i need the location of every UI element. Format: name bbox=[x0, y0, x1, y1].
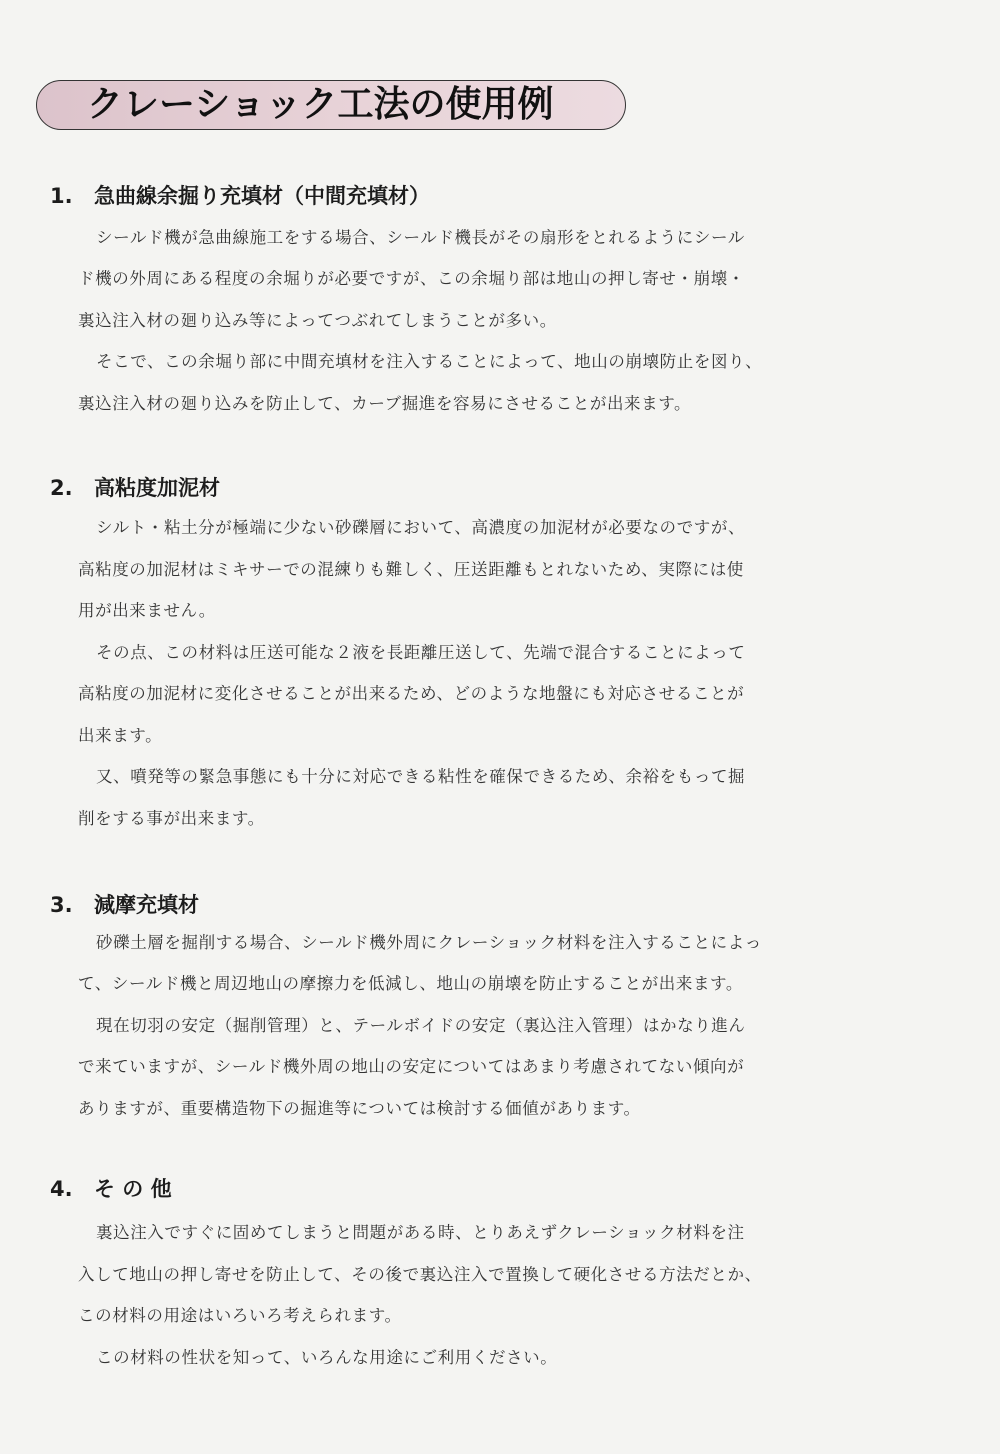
section-3-line-1: 砂礫土層を掘削する場合、シールド機外周にクレーショック材料を注入することによっ bbox=[96, 933, 762, 952]
section-1-line-3: 裏込注入材の廻り込み等によってつぶれてしまうことが多い。 bbox=[78, 311, 557, 330]
section-2-line-6: 出来ます。 bbox=[78, 726, 163, 745]
section-2-line-4: その点、この材料は圧送可能な２液を長距離圧送して、先端で混合することによって bbox=[96, 643, 746, 662]
section-3-line-4: で来ていますが、シールド機外周の地山の安定についてはあまり考慮されてない傾向が bbox=[78, 1057, 745, 1076]
section-2-line-3: 用が出来ません。 bbox=[78, 601, 216, 620]
section-heading-1 bbox=[50, 182, 430, 210]
section-4-line-4: この材料の性状を知って、いろんな用途にご利用ください。 bbox=[96, 1348, 558, 1367]
section-3-line-3: 現在切羽の安定（掘削管理）と、テールボイドの安定（裏込注入管理）はかなり進ん bbox=[96, 1016, 746, 1035]
section-heading-4 bbox=[50, 1175, 172, 1203]
section-2-line-5: 高粘度の加泥材に変化させることが出来るため、どのような地盤にも対応させることが bbox=[78, 684, 745, 703]
section-2-line-2: 高粘度の加泥材はミキサーでの混練りも難しく、圧送距離もとれないため、実際には使 bbox=[78, 560, 744, 579]
section-number-3: 3. bbox=[50, 893, 73, 917]
section-3-line-2: て、シールド機と周辺地山の摩擦力を低減し、地山の崩壊を防止することが出来ます。 bbox=[78, 974, 743, 993]
section-1-line-5: 裏込注入材の廻り込みを防止して、カーブ掘進を容易にさせることが出来ます。 bbox=[78, 394, 692, 413]
section-1-line-4: そこで、この余堀り部に中間充填材を注入することによって、地山の崩壊防止を図り、 bbox=[96, 352, 763, 371]
section-3-line-5: ありますが、重要構造物下の掘進等については検討する価値があります。 bbox=[78, 1099, 641, 1118]
section-2-line-1: シルト・粘土分が極端に少ない砂礫層において、高濃度の加泥材が必要なのですが、 bbox=[96, 518, 746, 537]
section-4-line-1: 裏込注入ですぐに固めてしまうと問題がある時、とりあえずクレーショック材料を注 bbox=[96, 1223, 745, 1242]
title-banner bbox=[36, 80, 626, 130]
section-title-1: 急曲線余掘り充填材（中間充填材） bbox=[94, 184, 430, 208]
section-1-line-2: ド機の外周にある程度の余堀りが必要ですが、この余堀り部は地山の押し寄せ・崩壊・ bbox=[78, 269, 745, 288]
section-4-line-2: 入して地山の押し寄せを防止して、その後で裏込注入で置換して硬化させる方法だとか、 bbox=[78, 1265, 762, 1284]
section-number-4: 4. bbox=[50, 1177, 73, 1201]
section-title-4: そ の 他 bbox=[94, 1177, 172, 1201]
section-title-2: 高粘度加泥材 bbox=[94, 476, 220, 500]
section-heading-3 bbox=[50, 891, 199, 919]
section-4-line-3: この材料の用途はいろいろ考えられます。 bbox=[78, 1306, 402, 1325]
section-2-line-7: 又、噴発等の緊急事態にも十分に対応できる粘性を確保できるため、余裕をもって掘 bbox=[96, 767, 746, 786]
section-number-1: 1. bbox=[50, 184, 73, 208]
section-1-line-1: シールド機が急曲線施工をする場合、シールド機長がその扇形をとれるようにシール bbox=[96, 228, 745, 247]
page-title: クレーショック工法の使用例 bbox=[87, 84, 554, 125]
section-title-3: 減摩充填材 bbox=[94, 893, 199, 917]
section-heading-2 bbox=[50, 474, 220, 502]
section-2-line-8: 削をする事が出来ます。 bbox=[78, 809, 265, 828]
section-number-2: 2. bbox=[50, 476, 73, 500]
